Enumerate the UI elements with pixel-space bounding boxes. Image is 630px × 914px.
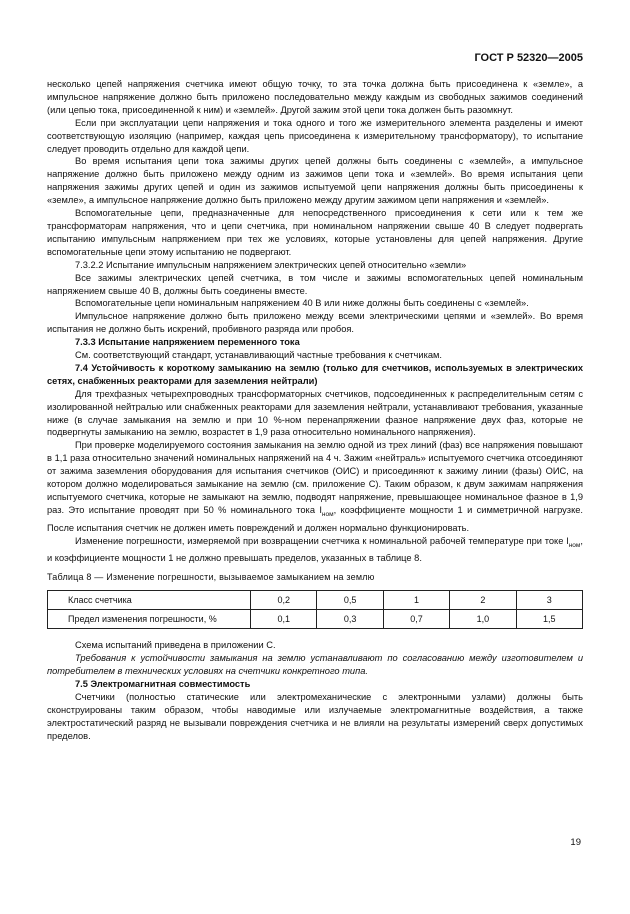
table-cell-label: Класс счетчика bbox=[48, 591, 251, 610]
table-cell: 1,5 bbox=[516, 610, 582, 629]
paragraph: Схема испытаний приведена в приложении С. bbox=[75, 640, 276, 651]
document-header: ГОСТ Р 52320—2005 bbox=[474, 52, 583, 64]
paragraph: несколько цепей напряжения счетчика имеют общую точку, то эта точка должна быть присоединена к «земле», а импульсное напряжение должно быть приложено последовательно между каждым из свободных зажимов соединений (или цепью тока, присоединенной к ним) и «землей». Другой зажим этой цепи тока должен быть разомкнут. bbox=[47, 79, 583, 115]
paragraph-text: , коэффициенте мощности 1 и симметричной нагрузке. После испытания счетчик не должен иметь повреждений и должен нормально функционировать. bbox=[47, 504, 583, 533]
section-heading: 7.4 Устойчивость к короткому замыканию на землю (только для счетчиков, используемых в электрических сетях, снабженных реакторами для заземления нейтрали) bbox=[47, 362, 583, 386]
subsection-heading: 7.3.2.2 Испытание импульсным напряжением электрических цепей относительно «земли» bbox=[75, 259, 467, 270]
paragraph: Вспомогательные цепи номинальным напряжением 40 В или ниже должны быть соединены с «землей». bbox=[75, 298, 529, 309]
table-cell: 1,0 bbox=[450, 610, 516, 629]
paragraph: Если при эксплуатации цепи напряжения и тока одного и того же измерительного элемента разделены и имеют соответствующую изоляцию (например, каждая цепь присоединена к измерительному трансформатору), то испытание следует проводить отдельно для каждой цепи. bbox=[47, 117, 583, 154]
table-cell: 3 bbox=[516, 591, 582, 610]
section-heading: 7.3.3 Испытание напряжением переменного тока bbox=[75, 337, 300, 348]
table-cell: 1 bbox=[383, 591, 449, 610]
table-cell: 0,5 bbox=[317, 591, 383, 610]
paragraph: Импульсное напряжение должно быть приложено между всеми электрическими цепями и «землей». Во время испытания не должно быть искрений, пробивного разряда или пробоя. bbox=[47, 311, 583, 335]
table-cell: 0,2 bbox=[251, 591, 317, 610]
page-number: 19 bbox=[570, 837, 581, 848]
paragraph: Для трехфазных четырехпроводных трансформаторных счетчиков, подсоединенных к распределительным сетям с изолированной нейтралью или снабженных реакторами для заземления нейтрали, устанавливают требования, указанные ниже (в случае замыкания на землю и при 10 %-ном перенапряжении фазное напряжение двух фаз, которые не подвергнуты замыканию на землю, возрастет в 1,9 раза относительно номинального напряжения). bbox=[47, 388, 583, 438]
table-row bbox=[48, 591, 583, 610]
table-caption: Таблица 8 — Изменение погрешности, вызываемое замыканием на землю bbox=[47, 572, 375, 583]
table-cell: 0,1 bbox=[251, 610, 317, 629]
table-row bbox=[48, 610, 583, 629]
paragraph: См. соответствующий стандарт, устанавливающий частные требования к счетчикам. bbox=[75, 350, 443, 361]
paragraph-text: Изменение погрешности, измеряемой при возвращении счетчика к номинальной рабочей температуре при токе I bbox=[75, 535, 569, 546]
subscript-nom: ном bbox=[568, 541, 581, 549]
subscript-nom: ном bbox=[321, 510, 334, 518]
paragraph-italic: Требования к устойчивости замыкания на землю устанавливают по согласованию между изготовителем и потребителем в технических условиях на счетчики конкретного типа. bbox=[47, 653, 583, 676]
paragraph bbox=[47, 535, 583, 566]
table-8 bbox=[47, 590, 583, 629]
paragraph-text: При проверке моделируемого состояния замыкания на землю одной из трех линий (фаз) все напряжения повышают в 1,1 раза относительно значений номинальных напряжений на 4 ч. Зажим «нейтраль» испытуемого счетчика отсоединяют от зажима заземления оборудования для испытания счетчиков (ОИС) и присоединяют к зажиму линии (фазы) ОИС, на котором должно моделироваться замыкание на землю (см. приложение С). Таким образом, к двум зажимам напряжения испытуемого счетчика, которые не замыкают на землю, подводят напряжение, превышающее номинальное фазное в 1,9 раз. Это испытание проводят при 50 % номинального тока I bbox=[47, 440, 583, 515]
table-cell: 0,3 bbox=[317, 610, 383, 629]
paragraph-text: , и коэффициенте мощности 1 не должно превышать пределов, указанных в таблице 8. bbox=[47, 535, 583, 564]
table-cell-label: Предел изменения погрешности, % bbox=[48, 610, 251, 629]
paragraph: Все зажимы электрических цепей счетчика, в том числе и зажимы вспомогательных цепей номинальным напряжением свыше 40 В, должны быть соединены вместе. bbox=[47, 272, 583, 296]
paragraph: Во время испытания цепи тока зажимы других цепей должны быть соединены с «землей», а импульсное напряжение должно быть приложено между одним из зажимов цепи тока и «землей». Во время испытания цепи напряжения зажимы других цепей и один из зажимов испытуемой цепи напряжения должны быть присоединены к «земле», а импульсное напряжение должно быть приложено между другим зажимом цепи напряжения и «землей». bbox=[47, 156, 583, 206]
paragraph: Счетчики (полностью статические или электромеханические с электронными узлами) должны быть сконструированы таким образом, чтобы наводимые или излучаемые электромагнитные воздействия, а также электростатический разряд не вызывали повреждения счетчика и не влияли на результаты измерений сверх допустимых пределов. bbox=[47, 691, 583, 741]
table-cell: 2 bbox=[450, 591, 516, 610]
section-heading: 7.5 Электромагнитная совместимость bbox=[75, 678, 251, 689]
paragraph bbox=[47, 439, 583, 534]
table-cell: 0,7 bbox=[383, 610, 449, 629]
paragraph: Вспомогательные цепи, предназначенные для непосредственного присоединения к сети или к тем же трансформаторам напряжения, что и цепи счетчика, при номинальном напряжении свыше 40 В следует подвергать испытанию импульсным напряжением при тех же условиях, которые установлены для цепей напряжения. Другие вспомогательные цепи этому испытанию не подвергают. bbox=[47, 208, 583, 257]
page-content bbox=[47, 78, 583, 742]
